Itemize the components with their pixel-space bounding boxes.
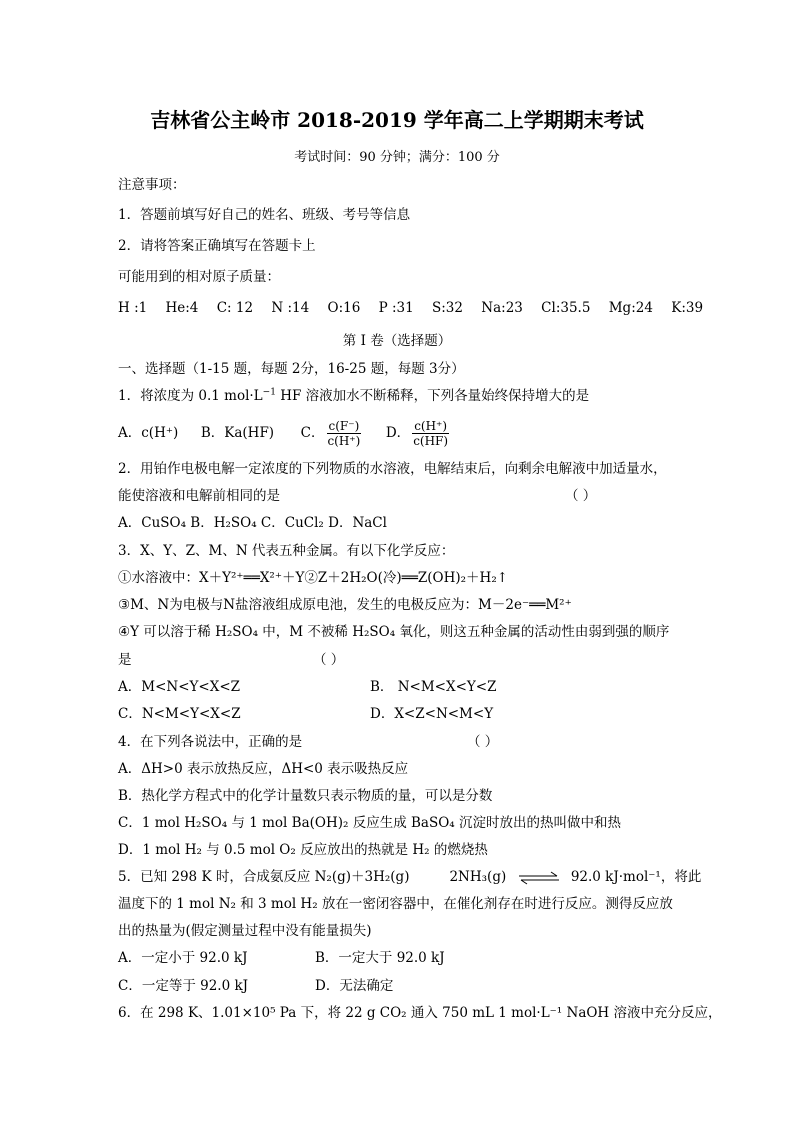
option-a: A．c(H⁺) [118,425,179,441]
question-3-line-5: 是 [118,652,132,668]
answer-paren: （ ） [467,734,499,750]
option-d: D．无法确定 [315,978,394,994]
atomic-mass-item: O:16 [327,300,361,316]
atomic-mass-list [118,298,717,318]
question-5-line-1: 5．已知 298 K 时，合成氨反应 N₂(g)＋3H₂(g) 2NH₃(g) 92.0 kJ·mol⁻¹，将此 [118,869,702,885]
option-d: D．1 mol H₂ 与 0.5 mol O₂ 反应放出的热就是 H₂ 的燃烧热 [118,842,488,858]
question-5-line-3: 出的热量为(假定测量过程中没有能量损失) [118,923,372,939]
option-c-label: C． [300,425,325,441]
equilibrium-arrow-icon [517,871,561,885]
option-c: C．一定等于 92.0 kJ [118,978,249,994]
atomic-mass-item: Mg:24 [608,300,653,316]
question-3-line-4: ④Y 可以溶于稀 H₂SO₄ 中，M 不被稀 H₂SO₄ 氧化，则这五种金属的活动性由弱到强的顺序 [118,624,670,640]
option-c: C．1 mol H₂SO₄ 与 1 mol Ba(OH)₂ 反应生成 BaSO₄ 沉淀时放出的热叫做中和热 [118,815,621,831]
notice-item-2: 2．请将答案正确填写在答题卡上 [118,238,316,254]
question-4-stem: 4．在下列各说法中，正确的是 [118,734,303,750]
atomic-mass-item: He:4 [165,300,199,316]
question-3-line-3: ③M、N为电极与N盐溶液组成原电池，发生的电极反应为：M－2e⁻══M²⁺ [118,597,572,613]
notice-heading: 注意事项： [118,177,186,193]
option-d-fraction: $\frac{c(H^+)}{c(HF)}$ [413,419,449,448]
question-6-line-1: 6．在 298 K、1.01×10⁵ Pa 下，将 22 g CO₂ 通入 750 mL 1 mol·L⁻¹ NaOH 溶液中充分反应， [118,1005,722,1021]
question-1-options [118,414,451,452]
option-a: A．一定小于 92.0 kJ [118,950,248,966]
question-2-line-2: 能使溶液和电解前相同的是 [118,488,280,504]
answer-paren: （ ） [313,652,345,668]
question-2-options: A．CuSO₄ B．H₂SO₄ C．CuCl₂ D．NaCl [118,515,387,531]
option-b: B．一定大于 92.0 kJ [315,950,445,966]
option-b: B． N<M<X<Y<Z [370,679,497,695]
option-a: A．ΔH>0 表示放热反应，ΔH<0 表示吸热反应 [118,761,409,777]
atomic-mass-item: Na:23 [481,300,523,316]
part-heading: 第 I 卷（选择题） [342,333,452,349]
question-3-line-2: ①水溶液中：X＋Y²⁺══X²⁺＋Y②Z＋2H₂O(冷)══Z(OH)₂＋H₂↑ [118,570,509,586]
option-b: B．热化学方程式中的化学计量数只表示物质的量，可以是分数 [118,788,493,804]
answer-paren: （ ） [565,488,597,504]
option-c-fraction: $\frac{c(F^-)}{c(H^+)}$ [327,419,361,448]
atomic-mass-item: C: 12 [216,300,254,316]
atomic-mass-heading: 可能用到的相对原子质量： [118,269,280,285]
option-c: C．N<M<Y<X<Z [118,706,241,722]
option-a: A．M<N<Y<X<Z [118,679,241,695]
question-5-line-2: 温度下的 1 mol N₂ 和 3 mol H₂ 放在一密闭容器中，在催化剂存在时进行反应。测得反应放 [118,896,673,912]
question-1-stem: 1．将浓度为 0.1 $mol\cdot L^{-1}$ HF 溶液加水不断稀释，下列各量始终保持增大的是 [118,387,590,404]
atomic-mass-item: H :1 [118,300,148,316]
exam-subtitle: 考试时间：90 分钟；满分：100 分 [294,150,500,165]
option-d: D．X<Z<N<M<Y [370,706,494,722]
question-3-line-1: 3．X、Y、Z、M、N 代表五种金属。有以下化学反应： [118,543,455,559]
atomic-mass-item: P :31 [378,300,414,316]
option-d-label: D． [385,425,411,441]
atomic-mass-item: Cl:35.5 [541,300,591,316]
section-heading: 一、选择题（1-15 题，每题 2分，16-25 题，每题 3分） [118,361,465,377]
atomic-mass-item: S:32 [432,300,463,316]
notice-item-1: 1．答题前填写好自己的姓名、班级、考号等信息 [118,207,411,223]
question-2-line-1: 2．用铂作电极电解一定浓度的下列物质的水溶液，电解结束后，向剩余电解液中加适量水， [118,461,667,477]
exam-title: 吉林省公主岭市 2018-2019 学年高二上学期期末考试 [150,108,644,132]
atomic-mass-item: N :14 [271,300,310,316]
atomic-mass-item: K:39 [671,300,704,316]
option-b: B．Ka(HF) [200,425,275,441]
